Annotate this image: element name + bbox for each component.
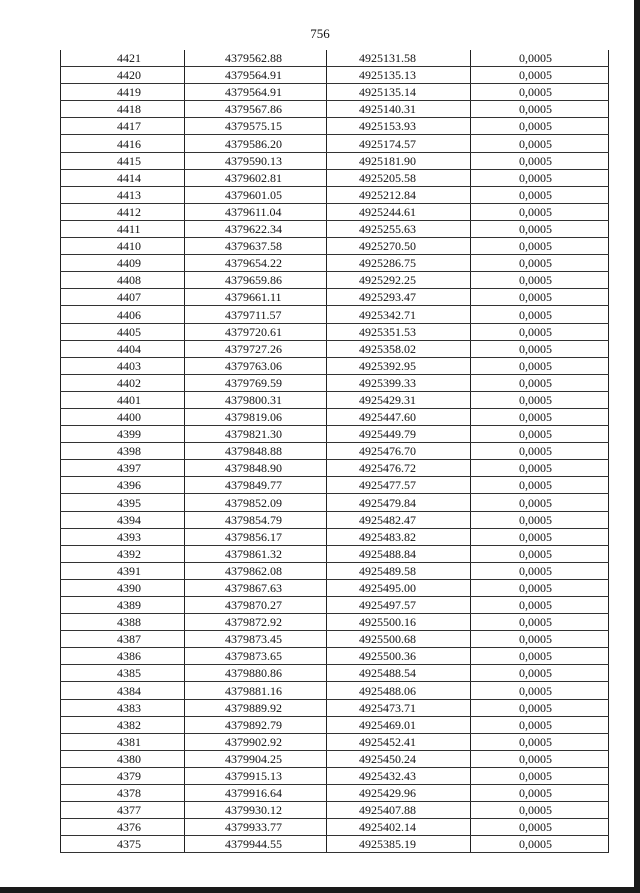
y-coordinate-cell: 4925483.82	[327, 528, 471, 545]
error-cell: 0,0005	[471, 306, 609, 323]
y-coordinate-cell: 4925488.06	[327, 682, 471, 699]
table-row	[61, 408, 609, 425]
table-row	[61, 357, 609, 374]
table-row	[61, 528, 609, 545]
y-coordinate-cell: 4925140.31	[327, 101, 471, 118]
x-coordinate-cell: 4379622.34	[185, 220, 327, 237]
point-number-cell: 4387	[61, 631, 185, 648]
x-coordinate-cell: 4379590.13	[185, 152, 327, 169]
error-cell: 0,0005	[471, 767, 609, 784]
y-coordinate-cell: 4925489.58	[327, 562, 471, 579]
table-row	[61, 579, 609, 596]
x-coordinate-cell: 4379564.91	[185, 84, 327, 101]
x-coordinate-cell: 4379637.58	[185, 238, 327, 255]
table-row	[61, 631, 609, 648]
table-row	[61, 84, 609, 101]
error-cell: 0,0005	[471, 682, 609, 699]
table-row	[61, 289, 609, 306]
y-coordinate-cell: 4925244.61	[327, 203, 471, 220]
point-number-cell: 4385	[61, 665, 185, 682]
table-row	[61, 272, 609, 289]
x-coordinate-cell: 4379562.88	[185, 50, 327, 67]
y-coordinate-cell: 4925449.79	[327, 426, 471, 443]
x-coordinate-cell: 4379564.91	[185, 67, 327, 84]
x-coordinate-cell: 4379873.65	[185, 648, 327, 665]
table-row	[61, 238, 609, 255]
y-coordinate-cell: 4925392.95	[327, 357, 471, 374]
point-number-cell: 4388	[61, 614, 185, 631]
x-coordinate-cell: 4379870.27	[185, 597, 327, 614]
y-coordinate-cell: 4925270.50	[327, 238, 471, 255]
error-cell: 0,0005	[471, 460, 609, 477]
y-coordinate-cell: 4925293.47	[327, 289, 471, 306]
point-number-cell: 4420	[61, 67, 185, 84]
point-number-cell: 4418	[61, 101, 185, 118]
point-number-cell: 4406	[61, 306, 185, 323]
x-coordinate-cell: 4379902.92	[185, 733, 327, 750]
point-number-cell: 4393	[61, 528, 185, 545]
x-coordinate-cell: 4379659.86	[185, 272, 327, 289]
error-cell: 0,0005	[471, 545, 609, 562]
x-coordinate-cell: 4379916.64	[185, 785, 327, 802]
error-cell: 0,0005	[471, 135, 609, 152]
x-coordinate-cell: 4379711.57	[185, 306, 327, 323]
point-number-cell: 4389	[61, 597, 185, 614]
table-row	[61, 750, 609, 767]
error-cell: 0,0005	[471, 323, 609, 340]
point-number-cell: 4419	[61, 84, 185, 101]
error-cell: 0,0005	[471, 169, 609, 186]
x-coordinate-cell: 4379848.88	[185, 443, 327, 460]
error-cell: 0,0005	[471, 50, 609, 67]
table-row	[61, 135, 609, 152]
x-coordinate-cell: 4379611.04	[185, 203, 327, 220]
y-coordinate-cell: 4925469.01	[327, 716, 471, 733]
y-coordinate-cell: 4925153.93	[327, 118, 471, 135]
table-row	[61, 391, 609, 408]
scan-edge-bottom	[0, 887, 640, 893]
coordinates-table	[60, 50, 609, 853]
point-number-cell: 4381	[61, 733, 185, 750]
y-coordinate-cell: 4925450.24	[327, 750, 471, 767]
error-cell: 0,0005	[471, 220, 609, 237]
point-number-cell: 4404	[61, 340, 185, 357]
table-row	[61, 50, 609, 67]
error-cell: 0,0005	[471, 494, 609, 511]
point-number-cell: 4403	[61, 357, 185, 374]
y-coordinate-cell: 4925407.88	[327, 802, 471, 819]
y-coordinate-cell: 4925351.53	[327, 323, 471, 340]
y-coordinate-cell: 4925479.84	[327, 494, 471, 511]
x-coordinate-cell: 4379881.16	[185, 682, 327, 699]
point-number-cell: 4414	[61, 169, 185, 186]
y-coordinate-cell: 4925286.75	[327, 255, 471, 272]
error-cell: 0,0005	[471, 511, 609, 528]
y-coordinate-cell: 4925477.57	[327, 477, 471, 494]
page-number: 756	[310, 26, 330, 41]
table-row	[61, 306, 609, 323]
error-cell: 0,0005	[471, 785, 609, 802]
y-coordinate-cell: 4925488.54	[327, 665, 471, 682]
y-coordinate-cell: 4925402.14	[327, 819, 471, 836]
x-coordinate-cell: 4379586.20	[185, 135, 327, 152]
table-row	[61, 67, 609, 84]
error-cell: 0,0005	[471, 186, 609, 203]
point-number-cell: 4384	[61, 682, 185, 699]
x-coordinate-cell: 4379720.61	[185, 323, 327, 340]
point-number-cell: 4412	[61, 203, 185, 220]
table-row	[61, 562, 609, 579]
error-cell: 0,0005	[471, 357, 609, 374]
point-number-cell: 4378	[61, 785, 185, 802]
x-coordinate-cell: 4379852.09	[185, 494, 327, 511]
y-coordinate-cell: 4925135.14	[327, 84, 471, 101]
point-number-cell: 4376	[61, 819, 185, 836]
y-coordinate-cell: 4925447.60	[327, 408, 471, 425]
error-cell: 0,0005	[471, 391, 609, 408]
y-coordinate-cell: 4925181.90	[327, 152, 471, 169]
table-row	[61, 340, 609, 357]
point-number-cell: 4405	[61, 323, 185, 340]
scan-edge-right	[634, 0, 640, 893]
error-cell: 0,0005	[471, 733, 609, 750]
point-number-cell: 4410	[61, 238, 185, 255]
error-cell: 0,0005	[471, 255, 609, 272]
table-row	[61, 785, 609, 802]
table-row	[61, 186, 609, 203]
table-row	[61, 118, 609, 135]
point-number-cell: 4390	[61, 579, 185, 596]
x-coordinate-cell: 4379933.77	[185, 819, 327, 836]
error-cell: 0,0005	[471, 477, 609, 494]
table-row	[61, 494, 609, 511]
y-coordinate-cell: 4925429.96	[327, 785, 471, 802]
x-coordinate-cell: 4379567.86	[185, 101, 327, 118]
point-number-cell: 4408	[61, 272, 185, 289]
point-number-cell: 4413	[61, 186, 185, 203]
y-coordinate-cell: 4925432.43	[327, 767, 471, 784]
error-cell: 0,0005	[471, 562, 609, 579]
y-coordinate-cell: 4925482.47	[327, 511, 471, 528]
x-coordinate-cell: 4379849.77	[185, 477, 327, 494]
error-cell: 0,0005	[471, 750, 609, 767]
point-number-cell: 4386	[61, 648, 185, 665]
x-coordinate-cell: 4379602.81	[185, 169, 327, 186]
y-coordinate-cell: 4925212.84	[327, 186, 471, 203]
table-row	[61, 699, 609, 716]
error-cell: 0,0005	[471, 118, 609, 135]
x-coordinate-cell: 4379821.30	[185, 426, 327, 443]
table-row	[61, 255, 609, 272]
x-coordinate-cell: 4379661.11	[185, 289, 327, 306]
error-cell: 0,0005	[471, 836, 609, 853]
error-cell: 0,0005	[471, 84, 609, 101]
x-coordinate-cell: 4379915.13	[185, 767, 327, 784]
x-coordinate-cell: 4379861.32	[185, 545, 327, 562]
table-row	[61, 716, 609, 733]
y-coordinate-cell: 4925292.25	[327, 272, 471, 289]
y-coordinate-cell: 4925495.00	[327, 579, 471, 596]
y-coordinate-cell: 4925358.02	[327, 340, 471, 357]
x-coordinate-cell: 4379575.15	[185, 118, 327, 135]
table-row	[61, 648, 609, 665]
x-coordinate-cell: 4379873.45	[185, 631, 327, 648]
error-cell: 0,0005	[471, 408, 609, 425]
point-number-cell: 4383	[61, 699, 185, 716]
point-number-cell: 4416	[61, 135, 185, 152]
point-number-cell: 4394	[61, 511, 185, 528]
error-cell: 0,0005	[471, 426, 609, 443]
error-cell: 0,0005	[471, 528, 609, 545]
point-number-cell: 4397	[61, 460, 185, 477]
error-cell: 0,0005	[471, 579, 609, 596]
x-coordinate-cell: 4379889.92	[185, 699, 327, 716]
error-cell: 0,0005	[471, 648, 609, 665]
table-row	[61, 443, 609, 460]
table-row	[61, 511, 609, 528]
point-number-cell: 4409	[61, 255, 185, 272]
x-coordinate-cell: 4379892.79	[185, 716, 327, 733]
y-coordinate-cell: 4925476.70	[327, 443, 471, 460]
table-row	[61, 374, 609, 391]
x-coordinate-cell: 4379904.25	[185, 750, 327, 767]
table-row	[61, 665, 609, 682]
y-coordinate-cell: 4925135.13	[327, 67, 471, 84]
point-number-cell: 4398	[61, 443, 185, 460]
y-coordinate-cell: 4925488.84	[327, 545, 471, 562]
error-cell: 0,0005	[471, 67, 609, 84]
point-number-cell: 4402	[61, 374, 185, 391]
y-coordinate-cell: 4925205.58	[327, 169, 471, 186]
point-number-cell: 4382	[61, 716, 185, 733]
error-cell: 0,0005	[471, 374, 609, 391]
error-cell: 0,0005	[471, 699, 609, 716]
error-cell: 0,0005	[471, 443, 609, 460]
y-coordinate-cell: 4925500.16	[327, 614, 471, 631]
y-coordinate-cell: 4925429.31	[327, 391, 471, 408]
x-coordinate-cell: 4379862.08	[185, 562, 327, 579]
error-cell: 0,0005	[471, 597, 609, 614]
table-row	[61, 836, 609, 853]
error-cell: 0,0005	[471, 272, 609, 289]
table-row	[61, 819, 609, 836]
table-row	[61, 477, 609, 494]
point-number-cell: 4392	[61, 545, 185, 562]
table-row	[61, 545, 609, 562]
x-coordinate-cell: 4379654.22	[185, 255, 327, 272]
y-coordinate-cell: 4925452.41	[327, 733, 471, 750]
x-coordinate-cell: 4379930.12	[185, 802, 327, 819]
error-cell: 0,0005	[471, 716, 609, 733]
table-row	[61, 101, 609, 118]
table-row	[61, 203, 609, 220]
table-row	[61, 802, 609, 819]
x-coordinate-cell: 4379880.86	[185, 665, 327, 682]
point-number-cell: 4380	[61, 750, 185, 767]
y-coordinate-cell: 4925131.58	[327, 50, 471, 67]
error-cell: 0,0005	[471, 152, 609, 169]
y-coordinate-cell: 4925174.57	[327, 135, 471, 152]
x-coordinate-cell: 4379601.05	[185, 186, 327, 203]
table-row	[61, 220, 609, 237]
point-number-cell: 4411	[61, 220, 185, 237]
table-row	[61, 169, 609, 186]
table-row	[61, 733, 609, 750]
point-number-cell: 4421	[61, 50, 185, 67]
x-coordinate-cell: 4379854.79	[185, 511, 327, 528]
table-row	[61, 460, 609, 477]
x-coordinate-cell: 4379763.06	[185, 357, 327, 374]
table-row	[61, 767, 609, 784]
x-coordinate-cell: 4379856.17	[185, 528, 327, 545]
x-coordinate-cell: 4379872.92	[185, 614, 327, 631]
error-cell: 0,0005	[471, 614, 609, 631]
x-coordinate-cell: 4379867.63	[185, 579, 327, 596]
y-coordinate-cell: 4925255.63	[327, 220, 471, 237]
y-coordinate-cell: 4925476.72	[327, 460, 471, 477]
point-number-cell: 4400	[61, 408, 185, 425]
table-row	[61, 597, 609, 614]
y-coordinate-cell: 4925500.68	[327, 631, 471, 648]
error-cell: 0,0005	[471, 631, 609, 648]
error-cell: 0,0005	[471, 665, 609, 682]
y-coordinate-cell: 4925399.33	[327, 374, 471, 391]
point-number-cell: 4396	[61, 477, 185, 494]
coordinates-table-body	[61, 50, 609, 853]
error-cell: 0,0005	[471, 289, 609, 306]
table-row	[61, 614, 609, 631]
y-coordinate-cell: 4925497.57	[327, 597, 471, 614]
point-number-cell: 4417	[61, 118, 185, 135]
point-number-cell: 4399	[61, 426, 185, 443]
table-row	[61, 323, 609, 340]
point-number-cell: 4407	[61, 289, 185, 306]
x-coordinate-cell: 4379800.31	[185, 391, 327, 408]
error-cell: 0,0005	[471, 101, 609, 118]
point-number-cell: 4379	[61, 767, 185, 784]
error-cell: 0,0005	[471, 238, 609, 255]
point-number-cell: 4395	[61, 494, 185, 511]
table-row	[61, 682, 609, 699]
point-number-cell: 4415	[61, 152, 185, 169]
y-coordinate-cell: 4925500.36	[327, 648, 471, 665]
error-cell: 0,0005	[471, 802, 609, 819]
error-cell: 0,0005	[471, 819, 609, 836]
point-number-cell: 4401	[61, 391, 185, 408]
x-coordinate-cell: 4379944.55	[185, 836, 327, 853]
y-coordinate-cell: 4925385.19	[327, 836, 471, 853]
y-coordinate-cell: 4925342.71	[327, 306, 471, 323]
x-coordinate-cell: 4379769.59	[185, 374, 327, 391]
point-number-cell: 4391	[61, 562, 185, 579]
x-coordinate-cell: 4379727.26	[185, 340, 327, 357]
table-row	[61, 152, 609, 169]
table-row	[61, 426, 609, 443]
error-cell: 0,0005	[471, 340, 609, 357]
y-coordinate-cell: 4925473.71	[327, 699, 471, 716]
error-cell: 0,0005	[471, 203, 609, 220]
x-coordinate-cell: 4379848.90	[185, 460, 327, 477]
point-number-cell: 4375	[61, 836, 185, 853]
point-number-cell: 4377	[61, 802, 185, 819]
x-coordinate-cell: 4379819.06	[185, 408, 327, 425]
